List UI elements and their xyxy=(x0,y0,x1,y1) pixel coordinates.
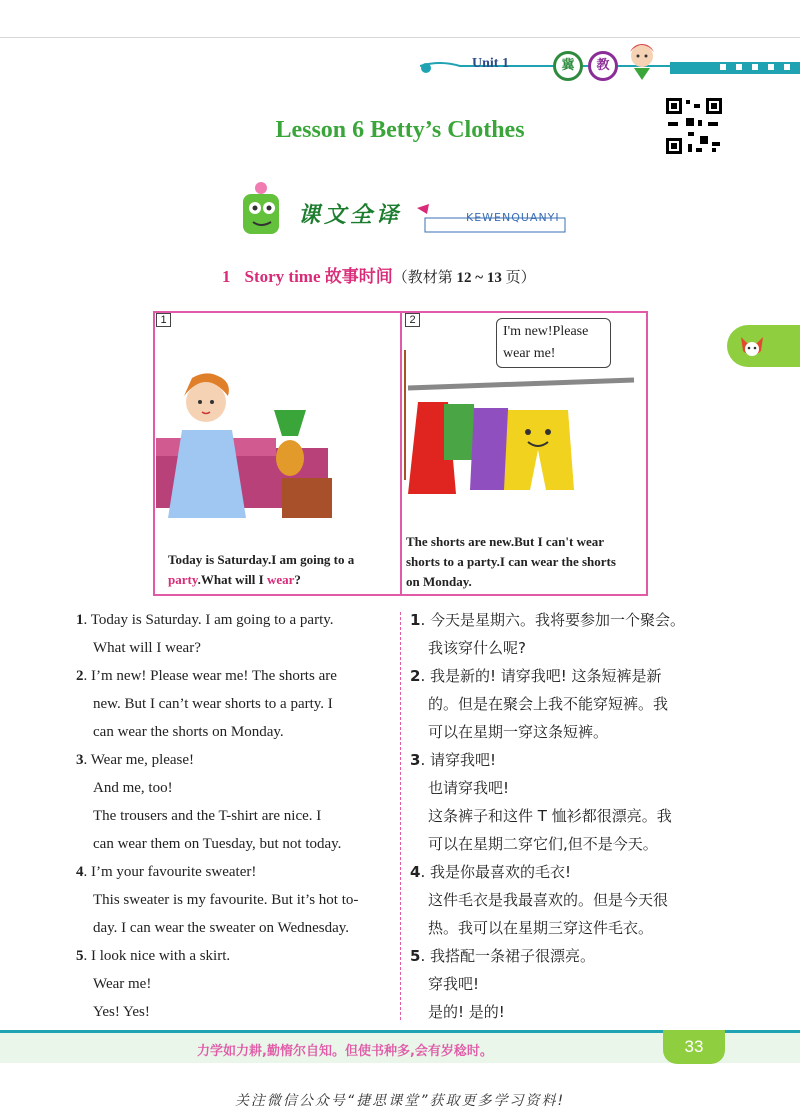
english-line: 3. Wear me, please! xyxy=(76,752,195,768)
chinese-line: 2. 我是新的! 请穿我吧! 这条短裤是新 xyxy=(410,667,662,685)
lesson-title: Lesson 6 Betty’s Clothes xyxy=(275,117,525,143)
chinese-line: 也请穿我吧! xyxy=(428,779,510,797)
english-line: And me, too! xyxy=(93,780,173,796)
banner-subtitle: KEWENQUANYI xyxy=(466,211,560,224)
jiao-badge: 教 xyxy=(588,51,618,81)
girl-thinking-illustration xyxy=(156,340,398,522)
english-line: 4. I’m your favourite sweater! xyxy=(76,864,257,880)
ji-badge: 冀 xyxy=(553,51,583,81)
section-title-en: Story time xyxy=(244,267,321,286)
story-heading xyxy=(222,262,536,287)
english-line: What will I wear? xyxy=(93,640,201,656)
english-line: Yes! Yes! xyxy=(93,1004,150,1020)
caption-line: The shorts are new.But I can't wear xyxy=(406,534,605,549)
banner-title: 课文全译 xyxy=(298,203,403,228)
section-number: 1 xyxy=(222,267,231,286)
textbook-ref-open: （教材第 xyxy=(392,270,457,286)
english-line: can wear them on Tuesday, but not today. xyxy=(93,836,342,852)
chinese-line: 我该穿什么呢? xyxy=(428,639,526,657)
chinese-line: 这条裤子和这件 T 恤衫都很漂亮。我 xyxy=(428,807,672,825)
bottom-note: 关注微信公众号“捷思课堂”获取更多学习资料! xyxy=(234,1093,566,1109)
side-tab[interactable] xyxy=(727,325,800,367)
english-line: The trousers and the T-shirt are nice. I xyxy=(93,808,322,824)
english-line: This sweater is my favourite. But it’s hot to- xyxy=(93,892,359,908)
fox-mascot-icon xyxy=(737,331,767,361)
chinese-line: 可以在星期一穿这条短裤。 xyxy=(428,723,609,741)
fairy-mascot-icon xyxy=(620,36,665,81)
panel-divider xyxy=(400,311,402,596)
chinese-line: 可以在星期二穿它们,但不是今天。 xyxy=(428,835,658,853)
english-line: can wear the shorts on Monday. xyxy=(93,724,284,740)
panel-number: 1 xyxy=(156,313,171,327)
caption-text: .What will I xyxy=(197,572,267,587)
english-line: Wear me! xyxy=(93,976,152,992)
footer-motto: 力学如力耕,勤惰尔自知。但使书种多,会有岁稔时。 xyxy=(197,1044,493,1059)
caption-line: shorts to a party.I can wear the shorts xyxy=(406,554,616,569)
caption-highlight-wear: wear xyxy=(266,572,295,587)
chinese-line: 1. 今天是星期六。我将要参加一个聚会。 xyxy=(410,611,685,629)
caption-line: on Monday. xyxy=(406,574,472,589)
textbook-ref-close: 页） xyxy=(501,270,536,286)
section-title-cn: 故事时间 xyxy=(324,267,393,286)
panel-number: 2 xyxy=(405,313,420,327)
english-line: 5. I look nice with a skirt. xyxy=(76,948,231,964)
textbook-ref-pages: 12 ~ 13 xyxy=(456,270,502,286)
bubble-line: wear me! xyxy=(503,346,556,361)
clothes-rack-illustration xyxy=(404,350,648,526)
caption-highlight-party: party xyxy=(168,572,198,587)
chinese-line: 4. 我是你最喜欢的毛衣! xyxy=(410,863,571,881)
caption-text: ? xyxy=(294,572,301,587)
english-line: day. I can wear the sweater on Wednesday. xyxy=(93,920,350,936)
panel-2-caption xyxy=(406,532,650,592)
chinese-line: 的。但是在聚会上我不能穿短裤。我 xyxy=(428,695,669,713)
bubble-line: I'm new!Please xyxy=(503,324,589,339)
english-line: 2. I’m new! Please wear me! The shorts are xyxy=(76,668,337,684)
page-number: 33 xyxy=(663,1030,725,1064)
english-line: new. But I can’t wear shorts to a party. I xyxy=(93,696,333,712)
caption-text: Today is Saturday.I am going to a xyxy=(168,552,355,567)
chinese-line: 这件毛衣是我最喜欢的。但是今天很 xyxy=(428,891,669,909)
chinese-line: 5. 我搭配一条裙子很漂亮。 xyxy=(410,947,595,965)
header-rule xyxy=(0,37,800,38)
chinese-line: 3. 请穿我吧! xyxy=(410,751,496,769)
chinese-line: 热。我可以在星期三穿这件毛衣。 xyxy=(428,919,654,937)
english-line: 1. Today is Saturday. I am going to a party. xyxy=(76,612,334,628)
column-divider xyxy=(400,612,401,1020)
chinese-line: 穿我吧! xyxy=(428,975,480,993)
chinese-line: 是的! 是的! xyxy=(428,1003,505,1021)
panel-1-caption xyxy=(168,550,396,590)
unit-label: Unit 1 xyxy=(472,56,509,71)
